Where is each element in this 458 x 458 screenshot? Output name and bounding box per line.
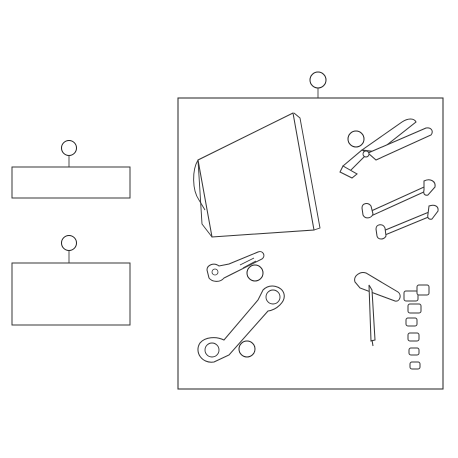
no-illustration-box	[12, 167, 130, 198]
pliers-illustration	[340, 119, 432, 178]
callout-0[interactable]	[62, 141, 77, 156]
callout-32[interactable]	[247, 265, 263, 281]
callout-31[interactable]	[239, 341, 255, 357]
open-end-wrench-1	[362, 180, 435, 218]
t-handle-illustration	[355, 273, 400, 346]
tool-bag-illustration	[194, 113, 320, 237]
technical-documentation-box	[12, 263, 130, 325]
callout-1[interactable]	[62, 236, 77, 251]
callout-29[interactable]	[310, 72, 326, 88]
socket-bits-illustration	[404, 285, 429, 369]
open-end-wrench-2	[376, 205, 438, 239]
callout-30[interactable]	[348, 131, 364, 147]
